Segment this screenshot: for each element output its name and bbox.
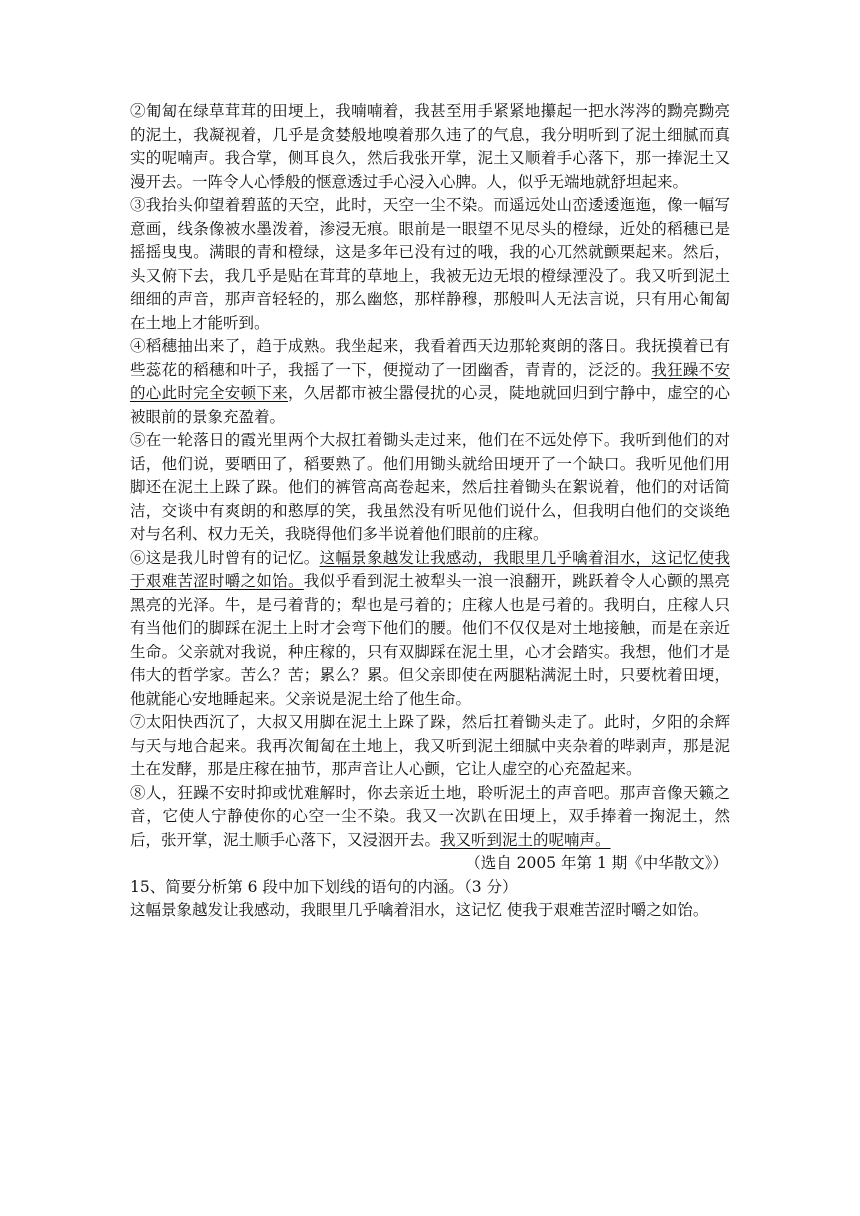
source-citation: （选自 2005 年第 1 期《中华散文》）	[465, 854, 728, 872]
paragraph-text: ⑧人，狂躁不安时抑或忧难解时，你去亲近土地，聆听泥土的声音吧。那声音像天籁之音，它使人宁静使你的心空一尘不染。我又一次趴在田埂上，双手捧着一掬泥土，然后，张开掌，泥土顺手心落下，又浸洇开去。	[130, 783, 730, 849]
underlined-sentence: 这幅景象越发让我感动，我眼里几乎噙着泪水，这记忆使我于艰难苦涩时嚼之如饴。	[130, 548, 730, 590]
paragraph-text: ④稻穗抽出来了，趋于成熟。我坐起来，我看着西天边那轮爽朗的落日。我抚摸着已有些蕊花的稻穗和叶子，我摇了一下，便搅动了一团幽香，青青的，泛泛的。	[130, 337, 730, 379]
paragraph-text: ③我抬头仰望着碧蓝的天空，此时，天空一尘不染。而遥远处山峦逶逶迤迤，像一幅写意画，线条像被水墨泼着，渗浸无痕。眼前是一眼望不见尽头的橙绿，近处的稻穗已是摇摇曳曳。满眼的青和橙绿，这是多年已没有过的哦，我的心兀然就颤栗起来。然后，头又俯下去，我几乎是贴在茸茸的草地上，我被无边无垠的橙绿湮没了。我又听到泥土细细的声音，那声音轻轻的，那么幽悠，那样静穆，那般叫人无法言说，只有用心匍匐在土地上才能听到。	[130, 196, 730, 332]
paragraph-5	[130, 429, 730, 547]
paragraph-3	[130, 194, 730, 335]
question-15: 15、简要分析第 6 段中加下划线的语句的内涵。（3 分）	[130, 877, 518, 896]
underlined-sentence: 我又听到泥土的呢喃声。	[440, 830, 611, 849]
paragraph-8	[130, 782, 730, 853]
paragraph-text: 我似乎看到泥土被犁头一浪一浪翻开，跳跃着令人心颤的黑亮黑亮的光泽。牛，是弓着背的；犁也是弓着的；庄稼人也是弓着的。我明白，庄稼人只有当他们的脚踩在泥土上时才会弯下他们的腰。他们不仅仅是对土地接触，而是在亲近生命。父亲就对我说，种庄稼的，只有双脚踩在泥土里，心才会踏实。我想，他们才是伟大的哲学家。苦么？苦；累么？累。但父亲即使在两腿粘满泥土时，只要枕着田埂，他就能心安地睡起来。父亲说是泥土给了他生命。	[130, 572, 730, 708]
paragraph-2	[130, 100, 730, 194]
paragraph-text: ②匍匐在绿草茸茸的田埂上，我喃喃着，我甚至用手紧紧地攥起一把水涔涔的黝亮黝亮的泥土，我凝视着，几乎是贪婪般地嗅着那久违了的气息，我分明听到了泥土细腻而真实的呢喃声。我合掌，侧耳良久，然后我张开掌，泥土又顺着手心落下，那一捧泥土又漫开去。一阵令人心悸般的惬意透过手心浸入心脾。人，似乎无端地就舒坦起来。	[130, 102, 730, 191]
paragraph-text: ⑤在一轮落日的霞光里两个大叔扛着锄头走过来，他们在不远处停下。我听到他们的对话，他们说，要晒田了，稻要熟了。他们用锄头就给田埂开了一个缺口。我听见他们用脚还在泥土上跺了跺。他们的裤管高高卷起来，然后拄着锄头在絮说着，他们的对话简洁，交谈中有爽朗的和憨厚的笑，我虽然没有听见他们说什么，但我明白他们的交谈绝对与名利、权力无关，我晓得他们多半说着他们眼前的庄稼。	[130, 431, 730, 543]
paragraph-4	[130, 335, 730, 429]
underlined-sentence: 我狂躁不安的心此时完全安顿下来	[130, 360, 730, 402]
paragraph-text: ，久居都市被尘嚣侵扰的心灵，陡地就回归到宁静中，虚空的心被眼前的景象充盈着。	[130, 384, 730, 426]
paragraph-6	[130, 547, 730, 712]
answer-text: 这幅景象越发让我感动，我眼里几乎噙着泪水，这记忆 使我于艰难苦涩时嚼之如饴。	[130, 901, 709, 919]
paragraph-text: ⑥这是我儿时曾有的记忆。	[130, 548, 320, 567]
paragraph-7	[130, 711, 730, 782]
document-page	[130, 100, 730, 923]
paragraph-text: ⑦太阳快西沉了，大叔又用脚在泥土上跺了跺，然后扛着锄头走了。此时，夕阳的余辉与天与地合起来。我再次匍匐在土地上，我又听到泥土细腻中夹杂着的哔剥声，那是泥土在发酵，那是庄稼在抽节，那声音让人心颤，它让人虚空的心充盈起来。	[130, 713, 730, 778]
